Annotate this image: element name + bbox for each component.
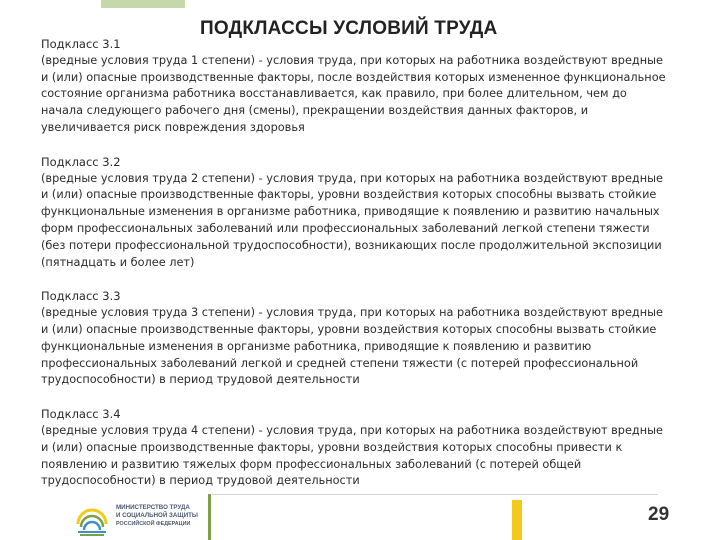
subclass-section-3-4 — [41, 406, 671, 490]
content-area — [41, 36, 671, 507]
ministry-line: МИНИСТЕРСТВО ТРУДА — [116, 504, 190, 511]
page-title: ПОДКЛАССЫ УСЛОВИЙ ТРУДА — [200, 18, 498, 39]
subclass-heading: Подкласс 3.4 — [41, 407, 121, 422]
subclass-description: (вредные условия труда 1 степени) - условия труда, при которых на работника воздействуют вредные и (или) опасные производственные факторы, после воздействия которых измененное функциональное состояние организма работника восстанавливается, как правило, при более длительном, чем до начала следующего рабочего дня (смены), прекращении воздействия данных факторов, и увеличивается риск повреждения здоровья — [41, 53, 666, 134]
top-accent-band — [0, 0, 720, 20]
subclass-description: (вредные условия труда 2 степени) - условия труда, при которых на работника воздействуют вредные и (или) опасные производственные факторы, уровни воздействия которых способны вызвать стойкие функциональные изменения в организме работника, приводящие к появлению и развитию начальных форм профессиональных заболеваний или профессиональных заболеваний легкой степени тяжести (без потери профессиональной трудоспособности), возникающих после продолжительной экспозиции (пятнадцать и более лет) — [41, 171, 663, 269]
subclass-section-3-3 — [41, 288, 671, 389]
subclass-heading: Подкласс 3.2 — [41, 154, 121, 169]
subclass-section-3-2 — [41, 154, 671, 272]
ministry-logo-icon — [74, 502, 110, 536]
subclass-heading: Подкласс 3.1 — [41, 37, 121, 51]
subclass-description: (вредные условия труда 3 степени) - условия труда, при которых на работника воздействуют вредные и (или) опасные производственные факторы, уровни воздействия которых способны вызвать стойкие функциональные изменения в организме работника, приводящие к появлению и развитию профессиональных заболеваний легкой и средней степени тяжести (с потерей профессиональной трудоспособности) в период трудовой деятельности — [41, 306, 663, 387]
footer-divider — [212, 494, 658, 495]
ministry-line: РОССИЙСКОЙ ФЕДЕРАЦИИ — [116, 521, 191, 527]
subclass-description: (вредные условия труда 4 степени) - условия труда, при которых на работника воздействуют вредные и (или) опасные производственные факторы, уровни воздействия которых способны привести к появлению и развитию тяжелых форм профессиональных заболеваний (с потерей общей трудоспособности) в период трудовой деятельности — [41, 423, 663, 488]
ministry-line: И СОЦИАЛЬНОЙ ЗАЩИТЫ — [116, 512, 198, 519]
subclass-section-3-1 — [41, 36, 671, 137]
footer-yellow-bar — [512, 500, 522, 540]
subclass-heading: Подкласс 3.3 — [41, 289, 121, 304]
ministry-name — [116, 504, 236, 528]
top-green-bar — [101, 0, 185, 8]
page-number: 29 — [648, 504, 670, 525]
